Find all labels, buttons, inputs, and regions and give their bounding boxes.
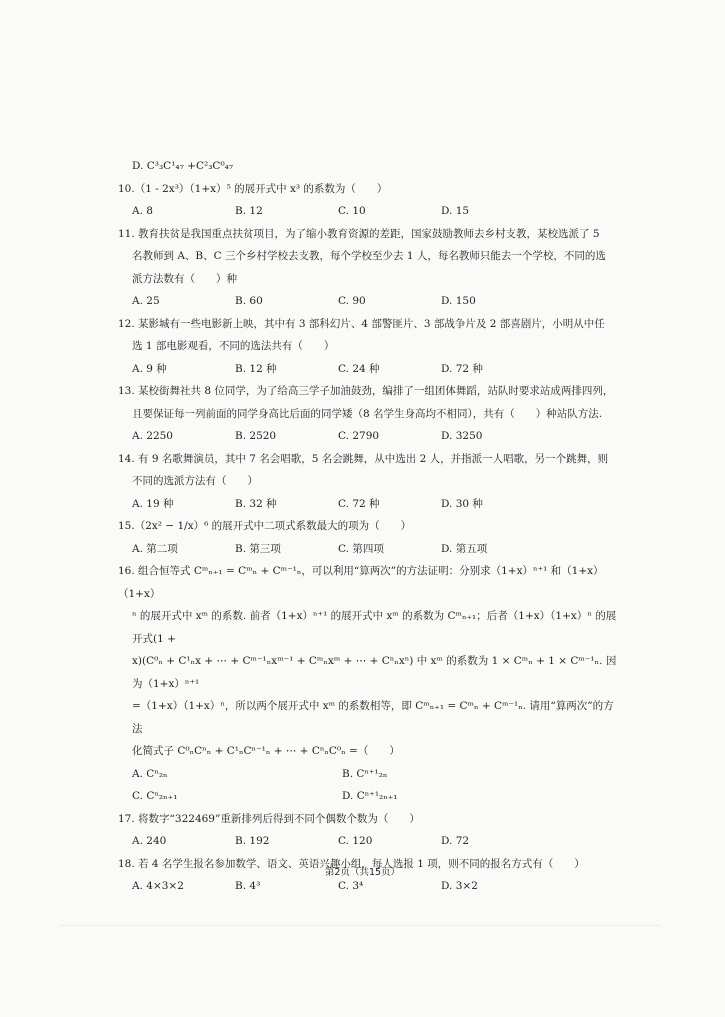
option-d[interactable]: D. Cⁿ⁺¹₂ₙ₊₁ [342, 790, 398, 802]
question-12-stem-line2: 选 1 部电影观看，不同的选法共有（ ） [132, 340, 335, 352]
option-a[interactable]: A. 4×3×2 [132, 880, 184, 892]
option-c[interactable]: C. 24 种 [338, 362, 380, 375]
question-14-options [132, 493, 618, 516]
option-b[interactable]: B. 32 种 [235, 497, 277, 510]
option-d[interactable]: D. 15 [441, 205, 470, 217]
option-d[interactable]: D. 150 [441, 295, 476, 307]
option-b[interactable]: B. 12 种 [235, 362, 277, 375]
question-16 [118, 560, 618, 808]
question-10 [118, 178, 618, 223]
question-15-options [132, 538, 618, 561]
option-c[interactable]: C. 第四项 [338, 542, 384, 555]
question-14-stem-line2: 不同的选派方法有（ ） [132, 475, 258, 487]
question-15 [118, 515, 618, 560]
question-17 [118, 808, 618, 853]
question-18-stem: 18. 若 4 名学生报名参加数学、语文、英语兴趣小组，每人选报 1 项，则不同的报名方式有（ ） [118, 857, 585, 870]
question-16-options-row1 [132, 763, 618, 786]
option-a[interactable]: A. 19 种 [132, 497, 174, 510]
question-11 [118, 223, 618, 313]
q9-option-d: D. C³₃C¹₄₇ +C²₃C⁰₄₇ [132, 160, 234, 172]
option-d[interactable]: D. 3250 [441, 430, 483, 442]
divider [60, 925, 660, 926]
option-d[interactable]: D. 第五项 [441, 542, 488, 555]
option-a[interactable]: A. 第二项 [132, 542, 178, 555]
question-16-stem-line5: 化简式子 C⁰ₙCⁿₙ + C¹ₙCⁿ⁻¹ₙ + ⋯ + CⁿₙC⁰ₙ =（ ） [132, 745, 400, 757]
option-b[interactable]: B. 12 [235, 205, 263, 217]
question-16-options-row2 [132, 785, 618, 808]
question-13-options [132, 425, 618, 448]
option-c[interactable]: C. 72 种 [338, 497, 380, 510]
option-a[interactable]: A. 9 种 [132, 362, 167, 375]
option-a[interactable]: A. 8 [132, 205, 153, 217]
question-10-options [132, 200, 618, 223]
question-list [118, 155, 618, 898]
option-d[interactable]: D. 3×2 [441, 880, 478, 892]
question-11-stem-line1: 11. 教育扶贫是我国重点扶贫项目，为了缩小教育资源的差距，国家鼓励教师去乡村支教，某校选派了 5 [118, 227, 600, 240]
question-11-options [132, 290, 618, 313]
option-b[interactable]: B. 2520 [235, 430, 277, 442]
question-14-stem-line1: 14. 有 9 名歌舞演员，其中 7 名会唱歌，5 名会跳舞，从中选出 2 人，并指派一人唱歌，另一个跳舞，则 [118, 452, 609, 465]
option-c[interactable]: C. 10 [338, 205, 366, 217]
option-d[interactable]: D. 72 [441, 835, 470, 847]
question-10-stem: 10.（1 - 2x³）（1+x）⁵ 的展开式中 x³ 的系数为（ ） [118, 182, 388, 195]
option-b[interactable]: B. Cⁿ⁺¹₂ₙ [342, 767, 388, 780]
q9-option-d-row [132, 155, 618, 178]
question-14 [118, 448, 618, 516]
question-11-stem-line3: 派方法数有（ ）种 [132, 272, 237, 285]
option-a[interactable]: A. 2250 [132, 430, 173, 442]
option-d[interactable]: D. 72 种 [441, 362, 483, 375]
question-17-stem: 17. 将数字“322469”重新排列后得到不同个偶数个数为（ ） [118, 812, 420, 825]
question-16-stem-line3: x)(C⁰ₙ + C¹ₙx + ⋯ + Cᵐ⁻¹ₙxᵐ⁻¹ + Cᵐₙxᵐ + ⋯ + Cⁿₙxⁿ) 中 xᵐ 的系数为 1 × Cᵐₙ + 1 × Cᵐ⁻¹ₙ. 因为（1+x）ⁿ⁺¹ [132, 655, 617, 690]
option-c[interactable]: C. 2790 [338, 430, 380, 442]
question-12-stem-line1: 12. 某影城有一些电影新上映，其中有 3 部科幻片、4 部警匪片、3 部战争片及 2 部喜剧片，小明从中任 [118, 317, 605, 330]
question-17-options [132, 830, 618, 853]
option-c[interactable]: C. 90 [338, 295, 366, 307]
option-b[interactable]: B. 60 [235, 295, 263, 307]
option-b[interactable]: B. 192 [235, 835, 270, 847]
question-15-stem: 15.（2x² − 1/x）⁶ 的展开式中二项式系数最大的项为（ ） [118, 520, 412, 532]
question-12-options [132, 358, 618, 381]
question-18-options [132, 875, 618, 898]
option-b[interactable]: B. 第三项 [235, 542, 281, 555]
option-c[interactable]: C. 120 [338, 835, 373, 847]
option-a[interactable]: A. Cⁿ₂ₙ [132, 767, 168, 780]
question-13-stem-line2: 且要保证每一列前面的同学身高比后面的同学矮（8 名学生身高均不相同），共有（ ）种站队方法. [132, 407, 603, 420]
option-a[interactable]: A. 25 [132, 295, 160, 307]
question-16-stem-line1: 16. 组合恒等式 Cᵐₙ₊₁ = Cᵐₙ + Cᵐ⁻¹ₙ，可以利用“算两次”的方法证明：分别求（1+x）ⁿ⁺¹ 和（1+x）（1+x） [118, 565, 604, 600]
question-13-stem-line1: 13. 某校街舞社共 8 位同学，为了给高三学子加油鼓劲，编排了一组团体舞蹈，站队时要求站成两排四列， [118, 385, 614, 397]
question-12 [118, 313, 618, 381]
option-b[interactable]: B. 4³ [235, 880, 261, 892]
option-d[interactable]: D. 30 种 [441, 497, 483, 510]
question-16-stem-line2: ⁿ 的展开式中 xᵐ 的系数. 前者（1+x）ⁿ⁺¹ 的展开式中 xᵐ 的系数为 Cᵐₙ₊₁；后者（1+x）（1+x）ⁿ 的展开式(1 + [132, 610, 617, 645]
question-11-stem-line2: 名教师到 A、B、C 三个乡村学校去支教，每个学校至少去 1 人，每名教师只能去一个学校，不同的选 [132, 250, 606, 262]
option-a[interactable]: A. 240 [132, 835, 167, 847]
question-16-stem-line4: =（1+x）（1+x）ⁿ，所以两个展开式中 xᵐ 的系数相等，即 Cᵐₙ₊₁ = Cᵐₙ + Cᵐ⁻¹ₙ. 请用“算两次”的方法 [132, 700, 614, 735]
option-c[interactable]: C. 3⁴ [338, 880, 364, 892]
option-c[interactable]: C. Cⁿ₂ₙ₊₁ [132, 790, 178, 802]
page-footer: 第2页（共15页） [324, 867, 401, 878]
question-13 [118, 380, 618, 448]
